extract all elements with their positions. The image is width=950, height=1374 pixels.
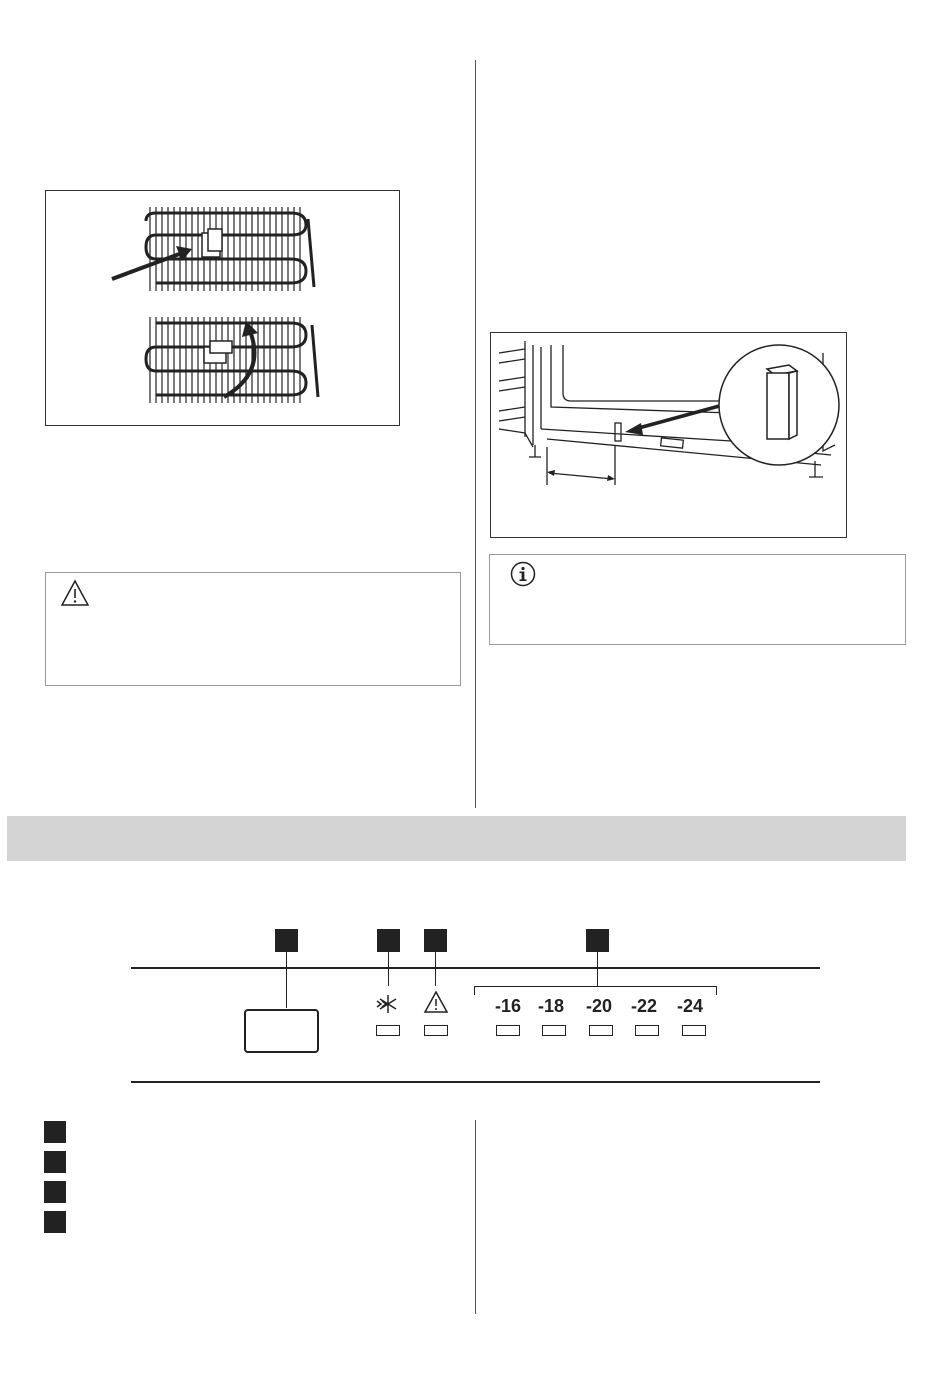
freezer-base-illustration bbox=[491, 333, 846, 537]
temperature-bracket bbox=[474, 986, 717, 995]
temperature-label: -16 bbox=[494, 996, 521, 1016]
drain-plug-upper bbox=[202, 229, 222, 257]
callout-marker bbox=[424, 929, 447, 952]
callout-leader bbox=[388, 952, 389, 986]
panel-top-rule bbox=[131, 967, 820, 969]
temperature-label: -18 bbox=[537, 996, 564, 1016]
fast-freeze-icon bbox=[375, 992, 401, 1016]
panel-bottom-rule bbox=[131, 1081, 820, 1083]
temperature-indicator bbox=[635, 1025, 659, 1036]
temperature-indicator bbox=[542, 1025, 566, 1036]
info-box bbox=[489, 554, 906, 645]
alarm-warning-icon bbox=[423, 990, 449, 1014]
temperature-indicator bbox=[496, 1025, 520, 1036]
evaporator-coil-illustration bbox=[46, 191, 399, 425]
section-header-band bbox=[7, 816, 906, 861]
alarm-indicator bbox=[424, 1025, 448, 1036]
evaporator-figure bbox=[45, 190, 400, 426]
callout-marker bbox=[377, 929, 400, 952]
temperature-display bbox=[244, 1009, 319, 1053]
callout-marker bbox=[275, 929, 298, 952]
callout-leader bbox=[286, 952, 287, 1008]
legend-marker bbox=[44, 1181, 66, 1203]
legend-marker bbox=[44, 1121, 66, 1143]
temperature-label: -24 bbox=[676, 996, 703, 1016]
temperature-indicator bbox=[589, 1025, 613, 1036]
freezer-bracket-figure bbox=[490, 332, 847, 538]
callout-leader bbox=[597, 952, 598, 986]
bracket-detail bbox=[767, 365, 797, 439]
info-icon bbox=[510, 561, 536, 587]
column-divider-top bbox=[475, 60, 476, 808]
callout-marker bbox=[586, 929, 609, 952]
legend-marker bbox=[44, 1151, 66, 1173]
temperature-label: -20 bbox=[585, 996, 612, 1016]
temperature-label: -22 bbox=[630, 996, 657, 1016]
temperature-indicator bbox=[682, 1025, 706, 1036]
fast-freeze-indicator bbox=[376, 1025, 400, 1036]
legend-marker bbox=[44, 1211, 66, 1233]
warning-box bbox=[45, 572, 461, 686]
warning-triangle-icon bbox=[60, 579, 90, 607]
column-divider-bottom bbox=[475, 1120, 476, 1314]
callout-leader bbox=[435, 952, 436, 986]
